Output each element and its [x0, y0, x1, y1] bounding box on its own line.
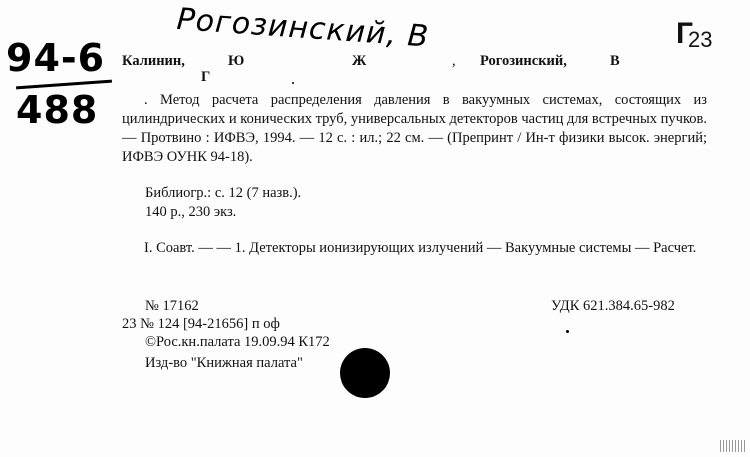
handwritten-shelf-top: 94-6: [6, 36, 106, 80]
corner-code: Г 23: [676, 17, 713, 52]
bibliographic-description: [122, 91, 707, 167]
scan-speck: [720, 440, 745, 452]
author-initial-3: Г: [201, 69, 211, 85]
card-number: № 17162: [145, 298, 199, 314]
title-and-imprint: . Метод расчета распределения давления в вакуумных системах, состоящих из цилиндрических и конических труб, универсальных детекторов частиц для встречных пучков. — Протвино : ИФВЭ, 1994. — 12 с. : ил.; 22 см. — (Препринт / Ин-т физики высок. энергий; ИФВЭ ОУНК 94-18).: [122, 92, 707, 165]
price-and-copies: 140 р., 230 экз.: [145, 204, 237, 220]
scan-speck: [292, 82, 294, 84]
punch-hole: [340, 348, 390, 398]
tracings: I. Соавт. — — 1. Детекторы ионизирующих излучений — Вакуумные системы — Расчет.: [144, 240, 697, 256]
scan-speck: [566, 330, 569, 333]
handwritten-author-note: Рогозинский, В: [175, 2, 431, 55]
author-initial-2: Ж: [352, 53, 367, 69]
registration-line: 23 № 124 [94-21656] п оф: [122, 316, 280, 332]
publisher-line: Изд-во "Книжная палата": [145, 355, 303, 371]
author-separator: ,: [452, 53, 456, 69]
handwritten-shelf-bottom: 488: [16, 88, 99, 132]
author-initial-1: Ю: [228, 53, 245, 69]
coauthor-heading: Рогозинский,: [480, 53, 567, 69]
bibliography-note: Библиогр.: с. 12 (7 назв.).: [145, 185, 302, 201]
coauthor-initial: В: [610, 53, 620, 69]
udc-code: УДК 621.384.65-982: [551, 298, 675, 314]
chamber-line: ©Рос.кн.палата 19.09.94 К172: [145, 334, 330, 350]
author-heading: Калинин,: [122, 53, 185, 69]
